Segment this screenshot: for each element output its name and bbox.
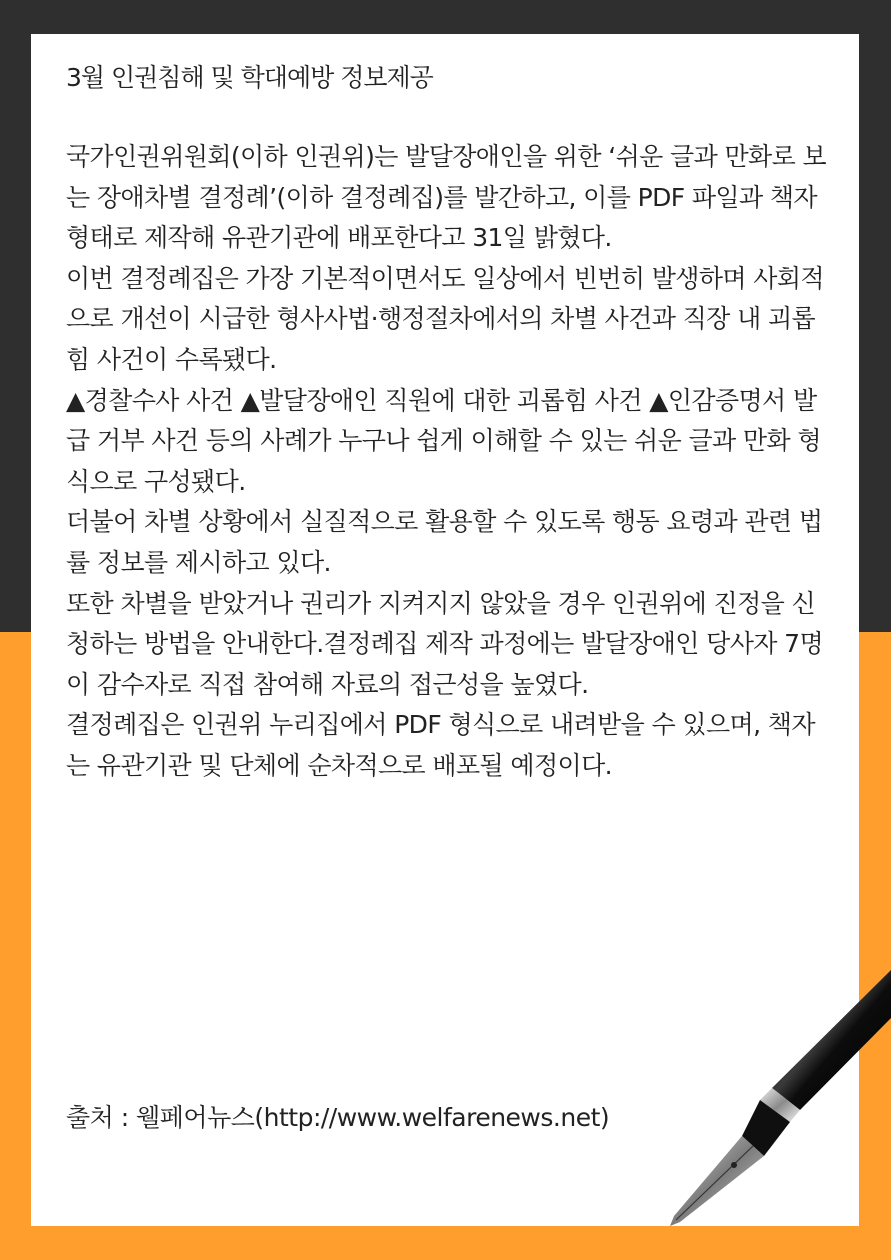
article-paragraph: 또한 차별을 받았거나 권리가 지켜지지 않았을 경우 인권위에 진정을 신청하는 방법을 안내한다.결정례집 제작 과정에는 발달장애인 당사자 7명이 감수자로 직접 참여해 자료의 접근성을 높였다.	[66, 588, 824, 699]
source-credit: 출처 : 웰페어뉴스(http://www.welfarenews.net)	[66, 1103, 610, 1132]
article-paragraph: 국가인권위원회(이하 인권위)는 발달장애인을 위한 ‘쉬운 글과 만화로 보는 장애차별 결정례’(이하 결정례집)를 발간하고, 이를 PDF 파일과 책자 형태로 제작해 유관기관에 배포한다고 31일 밝혔다.	[66, 142, 827, 253]
article-paragraph: ▲경찰수사 사건 ▲발달장애인 직원에 대한 괴롭힘 사건 ▲인감증명서 발급 거부 사건 등의 사례가 누구나 쉽게 이해할 수 있는 쉬운 글과 만화 형식으로 구성됐다.	[66, 385, 821, 496]
fountain-pen-icon	[660, 960, 891, 1230]
page-title: 3월 인권침해 및 학대예방 정보제공	[66, 63, 433, 92]
article-paragraph: 이번 결정례집은 가장 기본적이면서도 일상에서 빈번히 발생하며 사회적으로 개선이 시급한 형사사법·행정절차에서의 차별 사건과 직장 내 괴롭힘 사건이 수록됐다.	[66, 263, 824, 374]
article-body	[66, 137, 836, 787]
article-paragraph: 더불어 차별 상황에서 실질적으로 활용할 수 있도록 행동 요령과 관련 법률 정보를 제시하고 있다.	[66, 507, 823, 577]
article-paragraph: 결정례집은 인권위 누리집에서 PDF 형식으로 내려받을 수 있으며, 책자는 유관기관 및 단체에 순차적으로 배포될 예정이다.	[66, 710, 815, 780]
